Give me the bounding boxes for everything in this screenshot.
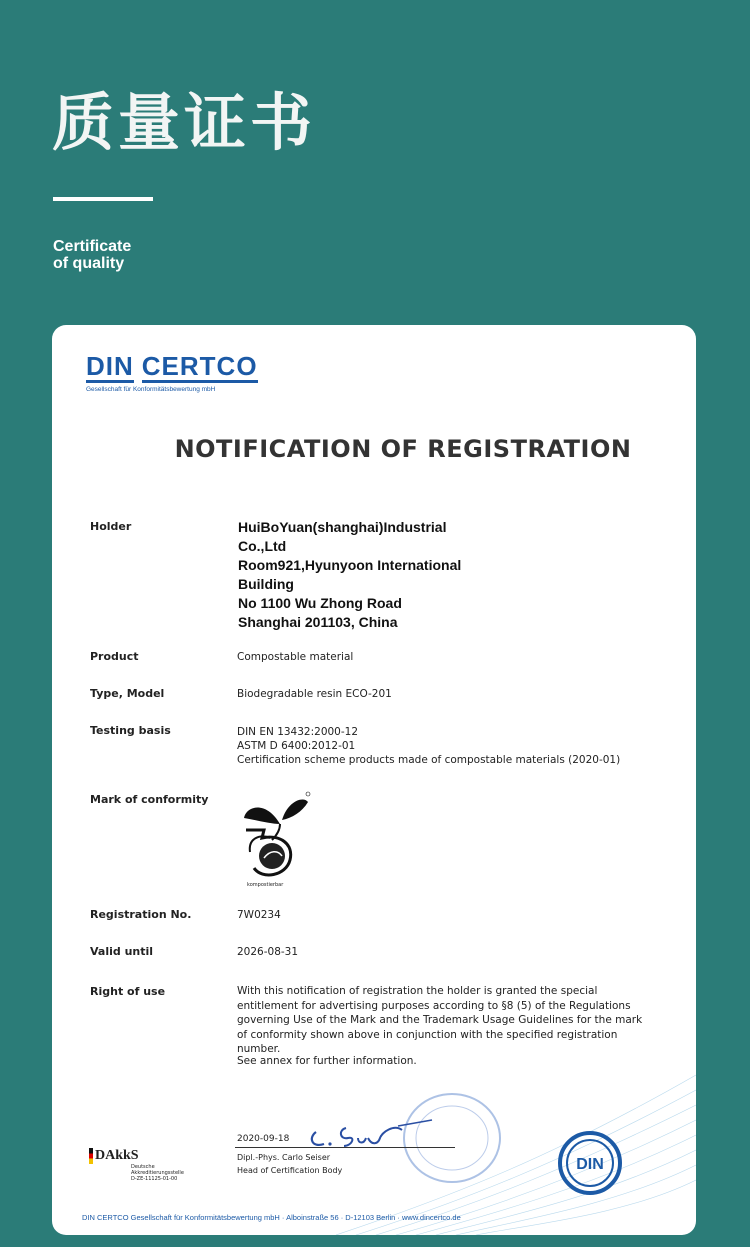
holder-label: Holder [90,520,132,533]
right-of-use-label: Right of use [90,985,166,998]
holder-line: HuiBoYuan(shanghai)Industrial [238,519,447,535]
type-value: Biodegradable resin ECO-201 [237,688,392,700]
certificate-footer: DIN CERTCO Gesellschaft für Konformitätsbewertung mbH · Alboinstraße 56 · D-12103 Berlin · www.dincertco.de [82,1213,461,1222]
dakks-logo [89,1148,184,1182]
dakks-line: Akkreditierungsstelle [131,1170,184,1177]
product-label: Product [90,650,139,663]
testing-value [237,725,620,767]
german-flag-icon [89,1148,93,1164]
valid-until-value: 2026-08-31 [237,946,299,958]
type-label: Type, Model [90,687,165,700]
heading-underline [53,197,153,201]
compostable-seedling-icon [236,790,316,885]
product-value: Compostable material [237,651,354,663]
testing-line: DIN EN 13432:2000-12 [237,726,359,738]
testing-line: ASTM D 6400:2012-01 [237,740,356,752]
handwritten-signature [302,1110,502,1155]
certificate-card [52,325,696,1235]
dakks-line: D-ZE-11125-01-00 [131,1176,178,1183]
dakks-line: Deutsche [131,1164,155,1171]
signature-date: 2020-09-18 [237,1134,290,1144]
subtitle-line-2: of quality [53,255,125,272]
document-title: NOTIFICATION OF REGISTRATION [174,435,632,463]
din-seal-icon [557,1130,623,1196]
logo-din: DIN [86,353,134,383]
testing-line: Certification scheme products made of compostable materials (2020-01) [237,754,621,766]
holder-line: Co.,Ltd [238,538,287,554]
mark-caption: kompostierbar [247,882,284,888]
din-seal-text: DIN [576,1156,604,1173]
signature-line [235,1147,455,1148]
logo-certco: CERTCO [142,353,258,383]
heading-subtitle [53,238,131,272]
registration-value: 7W0234 [237,909,281,921]
holder-line: Building [238,576,294,592]
holder-line: Room921,Hyunyoon International [238,557,462,573]
right-of-use-text: With this notification of registration the holder is granted the special entitlement for advertising purposes according to §8 (5) of the Regulations governing Use of the Mark and the Trademark Usage Guidelines for the mark of conformity shown above in conjunction with the specified registration number. [237,985,643,1055]
signer-name: Dipl.-Phys. Carlo Seiser [237,1153,331,1162]
holder-value [238,518,461,632]
dakks-name: DAkkS [95,1148,139,1164]
valid-until-label: Valid until [90,945,154,958]
mark-label: Mark of conformity [90,793,209,806]
holder-line: Shanghai 201103, China [238,614,398,630]
subtitle-line-1: Certificate [53,238,132,255]
signer-role: Head of Certification Body [237,1166,343,1175]
holder-line: No 1100 Wu Zhong Road [238,595,402,611]
signer-block [237,1151,342,1177]
logo-subline: Gesellschaft für Konformitätsbewertung mbH [86,386,216,394]
annex-note: See annex for further information. [237,1055,417,1067]
testing-label: Testing basis [90,724,171,737]
dincertco-logo [86,353,258,393]
page-heading: 质量证书 [52,86,317,159]
registration-label: Registration No. [90,908,192,921]
